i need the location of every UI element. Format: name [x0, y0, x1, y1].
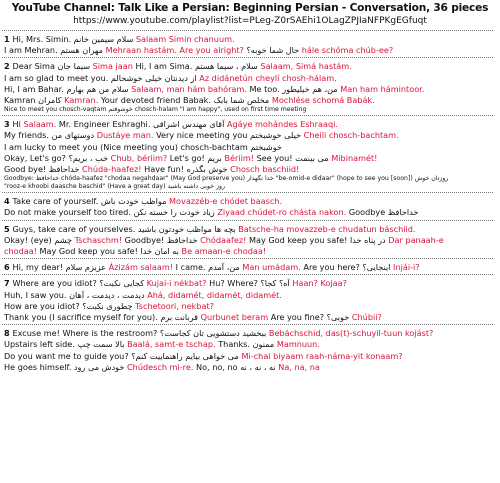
section-number: 5	[4, 223, 13, 234]
transliteration: Mochlése schomá Babák.	[271, 95, 375, 106]
transliteration: Mibinamét!	[331, 152, 378, 163]
phrase-text: Do you want me to guide you? می خواهی بیایم راهنماییت کنم؟	[4, 350, 242, 361]
section-number: 8	[4, 328, 13, 339]
section-number: 6	[4, 262, 13, 273]
phrase-text: Goodbye! خداحافظ	[122, 234, 201, 245]
phrase-line	[4, 73, 493, 84]
document-title: YouTube Channel: Talk Like a Persian: Beginning Persian - Conversation, 36 pieces	[11, 2, 489, 14]
phrase-section	[2, 57, 493, 115]
transliteration: Sima jaan	[92, 61, 133, 72]
phrase-text: See you! می بینمت	[254, 152, 332, 163]
phrase-note	[4, 106, 493, 114]
transliteration: Chúda-haafez!	[82, 164, 142, 175]
transliteration: Mi-chai biyaam raah-náma-yit konaam?	[241, 350, 403, 361]
transliteration: Mamnuun.	[276, 339, 320, 350]
phrase-text: Huh, I saw you. دیدمت ، دیدمت ، آهان	[4, 289, 148, 300]
phrase-text: Guys, take care of yourselves. بچه ها مواظب خودتون باشید	[12, 223, 239, 234]
phrase-section	[2, 274, 493, 324]
phrase-section	[2, 324, 493, 374]
phrase-line	[4, 130, 493, 141]
phrase-line	[4, 119, 493, 130]
transliteration: Salaam, man hám bahóram.	[131, 83, 247, 94]
phrase-section	[2, 30, 493, 57]
phrase-text: Hu? Where? آه؟ کجا؟	[206, 278, 293, 289]
phrase-line	[4, 142, 493, 153]
phrase-section	[2, 192, 493, 219]
transliteration: Batsche-ha movazzeb-e chudatun báschiid.	[238, 223, 416, 234]
phrase-line	[4, 235, 493, 246]
phrase-line	[4, 246, 493, 257]
phrase-text: Are you fine? خوبی؟	[268, 312, 352, 323]
transliteration: Chub, bériim?	[110, 152, 168, 163]
phrase-text: Hi	[12, 119, 24, 130]
phrase-line	[4, 362, 493, 373]
phrase-line	[4, 84, 493, 95]
transliteration: Bériim!	[224, 152, 255, 163]
phrase-text: I came. من، آمدم	[173, 262, 243, 273]
phrase-text: Hi, my dear! عزیزم سلام	[12, 262, 109, 273]
phrase-line	[4, 95, 493, 106]
phrase-text: Okay, Let's go? خب ، بریم؟	[4, 152, 111, 163]
transliteration: Az didánetún cheylí chosh-hálam.	[199, 72, 337, 83]
playlist-url[interactable]: https://www.youtube.com/playlist?list=PLeg-Z0rSAEhi1OLagZPJIaNFPKgEGfuqt	[73, 16, 427, 26]
phrase-text: Take care of yourself. مواظب خودت باش	[12, 196, 170, 207]
transliteration: Ziyaad chúdet-ro chásta nakon.	[217, 207, 347, 218]
phrase-text: I am so glad to meet you. از دیدنتان خیلی خوشحالم	[4, 72, 200, 83]
phrase-text: حال شما خوبه؟	[246, 45, 302, 56]
phrase-text: May God keep you safe! به امان خدا	[36, 246, 182, 257]
transliteration: Tschetoori, nekbat?	[135, 300, 214, 311]
transliteration: Injái-i?	[393, 262, 420, 273]
phrase-line	[4, 34, 493, 45]
section-number: 3	[4, 119, 13, 130]
phrase-text: Very nice meeting you خیلی خوشبختم	[153, 130, 304, 141]
phrase-line	[4, 328, 493, 339]
transliteration: Chódaafez!	[200, 234, 247, 245]
phrase-line	[4, 262, 493, 273]
transliteration: Kamran.	[64, 95, 99, 106]
transliteration: Baalá, samt-e tschap.	[127, 339, 216, 350]
transliteration: Salaam, Simá hastám.	[260, 61, 352, 72]
phrase-text: Nice to meet you chosch-vaqtam خوشوقتم chosch-halam "I am happy", used on first time meeting	[4, 106, 307, 114]
phrase-section	[2, 220, 493, 259]
phrase-text: Hi, I am Bahar. سلام من هم بهارم	[4, 83, 132, 94]
phrase-text: Mr. Engineer Eshraghi. آقای مهندس اشراقی	[56, 119, 227, 130]
transliteration: Haan? Kojaa?	[292, 278, 347, 289]
transliteration: Cheili chosch-bachtam.	[303, 130, 399, 141]
phrase-text: Me too. من، هم خیلیطور	[246, 83, 341, 94]
section-number: 2	[4, 61, 13, 72]
phrase-text: Your devoted friend Babak. مخلص شما بابک	[98, 95, 272, 106]
phrase-text: "rooz-e khoobi daasche baschid" (Have a great day) روز خوبی داشته باشید	[4, 183, 225, 191]
phrase-line	[4, 339, 493, 350]
phrase-line	[4, 207, 493, 218]
transliteration: Bebáchschid, das(t)-schuyil-tuun kojást?	[268, 328, 434, 339]
transliteration: Chúbii?	[351, 312, 382, 323]
transliteration: Kujai-i nékbat?	[146, 278, 207, 289]
phrase-line	[4, 351, 493, 362]
phrase-text: Goodbye: خداحافظ chóda-haafez "chodaa negahdaar" (May God preserve you) خدا نگهدار "be-omid-e didaar" (hope to see you [soon]) روزتان خوش	[4, 175, 449, 183]
phrase-text: Upstairs left side. بالا سمت چپ	[4, 339, 128, 350]
phrase-line	[4, 196, 493, 207]
phrase-line	[4, 153, 493, 164]
transliteration: Salaam.	[23, 119, 57, 130]
transliteration: Ahá, didamét, didamét, didamét.	[147, 289, 282, 300]
phrase-text: Where are you idiot? کجایی نکبت؟	[12, 278, 147, 289]
phrase-text: May God keep you safe! در پناه خدا	[246, 234, 389, 245]
transliteration: chodaa!	[4, 246, 37, 257]
phrase-text: Do not make yourself too tired. زیاد خودت را خسته نکن	[4, 207, 218, 218]
transliteration: Qurbunet beram	[200, 312, 269, 323]
phrase-section	[2, 258, 493, 274]
phrase-text: Have fun! خوش بگذره	[141, 164, 231, 175]
phrase-text: Kamran کامران	[4, 95, 65, 106]
phrase-text: He goes himself. خودش می رود	[4, 361, 127, 372]
phrase-line	[4, 301, 493, 312]
phrase-line	[4, 278, 493, 289]
transliteration: Movazzéb-e chódet baasch.	[169, 196, 283, 207]
phrase-line	[4, 290, 493, 301]
phrase-section	[2, 115, 493, 192]
transliteration: hále schóma chúb-ee?	[301, 45, 394, 56]
phrase-line	[4, 45, 493, 56]
phrase-text: Thanks. ممنون	[215, 339, 277, 350]
section-number: 4	[4, 196, 13, 207]
section-number: 1	[4, 34, 13, 44]
phrase-text: Excuse me! Where is the restroom? ببخشید دستشویی تان کجاست؟	[12, 328, 269, 339]
transliteration: Salaam Simin chanuum.	[135, 34, 235, 44]
phrase-text: Goodbye خداحافظ	[346, 207, 419, 218]
transliteration: Dustáye man.	[96, 130, 154, 141]
phrase-line	[4, 61, 493, 72]
phrase-text: I am lucky to meet you (Nice meeting you) chosch-bachtam خوشبختم	[4, 141, 282, 152]
transliteration: Chosch baschiid!	[230, 164, 300, 175]
phrase-text: Hi, Mrs. Simin. سلام سیمین خانم	[12, 34, 136, 44]
transliteration: Man umádam.	[242, 262, 301, 273]
phrase-note	[4, 183, 493, 191]
transliteration: Agáye mohándes Eshraaqi.	[226, 119, 338, 130]
phrase-text: No, no, no نه ، نه ، نه	[193, 361, 279, 372]
transliteration: Dar panaah-e	[388, 234, 444, 245]
phrase-list	[2, 30, 493, 374]
phrase-text: My friends. دوستهای من	[4, 130, 97, 141]
phrase-text: Good bye! خداحافظ	[4, 164, 83, 175]
phrase-note	[4, 175, 493, 183]
phrase-text: How are you idiot? چطوری نکبت؟	[4, 300, 136, 311]
transliteration: Tschaschm!	[74, 234, 123, 245]
phrase-text: Are you here? اینجایی؟	[300, 262, 394, 273]
transliteration: Be amaan-e chodaa!	[181, 246, 267, 257]
phrase-text: Dear Sima سیما جان	[12, 61, 93, 72]
phrase-text: Hi, I am Sima. سلام ، سیما هستم	[132, 61, 261, 72]
phrase-text: Let's go! بریم	[167, 152, 225, 163]
phrase-text: Okay! (eye) چشم	[4, 234, 75, 245]
phrase-line	[4, 164, 493, 175]
transliteration: Chúdesch mi-re.	[127, 361, 194, 372]
transliteration: Man ham hámintoor.	[340, 83, 425, 94]
phrase-line	[4, 312, 493, 323]
section-number: 7	[4, 278, 13, 289]
phrase-line	[4, 224, 493, 235]
transliteration: Mehraan hastám. Are you alright?	[105, 45, 247, 56]
transliteration: Na, na, na	[278, 361, 320, 372]
transliteration: Ázizám salaam!	[108, 262, 174, 273]
phrase-text: Thank you (I sacrifice myself for you). قربانت برم	[4, 312, 201, 323]
phrase-text: I am Mehran. مهران هستم	[4, 45, 106, 56]
